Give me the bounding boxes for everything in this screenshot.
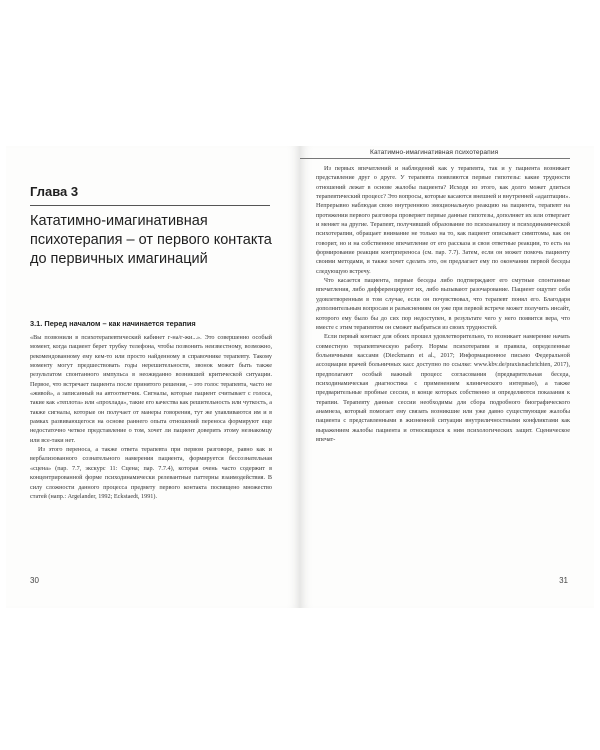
paragraph: «Вы позвонили в психотерапевтический кабинет г-на/г-жи...». Это совершенно особый момент, когда пациент берет трубку телефона, чтобы позвонить неизвестному, возможно, рекомендованному ему кем-то или просто найденному в справочнике терапевту. Такому моменту могут предшествовать годы нерешительности, звонок может быть также результатом спонтанного импульса в неожиданно возникшей критической ситуации. Первое, что встречает пациента после принятого решения, – это голос терапевта, часто не «живой», а записанный на автоответчик. Сигналы, которые пациент считывает с голоса, такие как «теплота» или «прохлада», такие его качества как решительность или чуткость, а также сигналы, которые он получает от манеры говорения, тут же улавливаются им и в рамках развивающегося на основе раннего опыта отношений переноса формируют еще недостаточно четкое представление о том, хочет ли пациент доверить этому незнакомцу или все-таки нет. [30, 334, 272, 444]
left-page [6, 146, 300, 608]
paragraph: Из этого переноса, а также ответа терапевта при первом разговоре, равно как и вербализованного сознательного намерения пациента, формируется бессознательная «сцена» (пар. 7.7, экскурс 11: Сцена; пар. 7.7.4), которая очень часто содержит в концентрированной форме психодинамически релевантные паттерны взаимодействия. В силу сложности данного процесса предмету первого контакта посвящено множество статей (напр.: Argelander, 1992; Eckstaedt, 1991). [30, 446, 272, 500]
paragraph: Что касается пациента, первые беседы либо подтверждают его смутные спонтанные впечатления, либо дифференцируют их, либо вызывают разочарование. Пациент ощутит себя удовлетворенным в том случае, если он почувствовал, что терапевт понял его. Благодаря дополнительным вопросам и разъяснениям он уже при первой встрече может получить инсайт, которого ему было бы до сих пор недоступен, в результате чего у него появится вера, что вместе с этим терапевтом он сможет выбраться из своих трудностей. [316, 277, 570, 331]
page-number-right: 31 [559, 576, 568, 585]
paragraph: Из первых впечатлений и наблюдений как у терапевта, так и у пациента возникает представление друг о друге. У терапевта появляются первые гипотезы: какие трудности отношений лежат в основе жалобы пациента? Исходя из этого, как долго может длиться терапевтический процесс? Это вопросы, которые касаются внешней и внутренней «адаптации». Непрерывно наблюдая свою внутреннюю эмоциональную реакцию на пациента, терапевт на протяжении первого разговора проверяет первые данные гипотезы, дополняет их или отвергает и меняет на другие. Терапевт, получивший образование по психоанализу и психодинамической психотерапии, обращает внимание не только на то, как пациент описывает симптомы, как он говорит, но и на собственное впечатление от его рассказа и свои ответные реакции, то есть на формирование реакции контрпереноса (см. пар. 7.7). Затем, если он может помочь пациенту своими методами, и также хочет сделать это, он предлагает ему по окончании первой беседы следующую встречу. [316, 165, 570, 275]
right-body-text [316, 164, 570, 444]
right-page [300, 146, 594, 608]
header-divider [300, 158, 570, 159]
paragraph: Если первый контакт для обоих прошел удовлетворительно, то возникает намерение начать совместную терапевтическую работу. Нормы психотерапии и правила, определенные больничными кассами (Dieckmann et al., 2017; Информационное письмо Федеральной ассоциации врачей больничных касс доступно по ссылке: www.kbv.de/praxisnachrichten, 2017), предполагают особый важный процесс согласования (предварительная беседа, психодинамическая диагностика с применением клинического интервью), а также предварительные пробные сессии, в конце которых собственно и определяются показания к терапии. Терапевту данные сессии необходимы для сбора подробного биографического анамнеза, который помогает ему связать возникшие или уже давно существующие жалобы пациента с представленными в жизненной ситуации внутриличностными конфликтами как выражением жалобы пациента и относящихся к ним психологических защит. Сценическое впечат- [316, 333, 570, 443]
page-number-left: 30 [30, 576, 39, 585]
section-title: 3.1. Перед началом – как начинается терапия [30, 319, 196, 328]
left-body-text [30, 333, 272, 501]
running-header: Кататимно-имагинативная психотерапия [370, 149, 499, 156]
chapter-title: Кататимно-имагинативная психотерапия – от первого контакта до первичных имагинаций [30, 213, 272, 267]
chapter-label: Глава 3 [30, 184, 79, 199]
book-spread [6, 146, 594, 608]
chapter-divider [30, 205, 270, 206]
